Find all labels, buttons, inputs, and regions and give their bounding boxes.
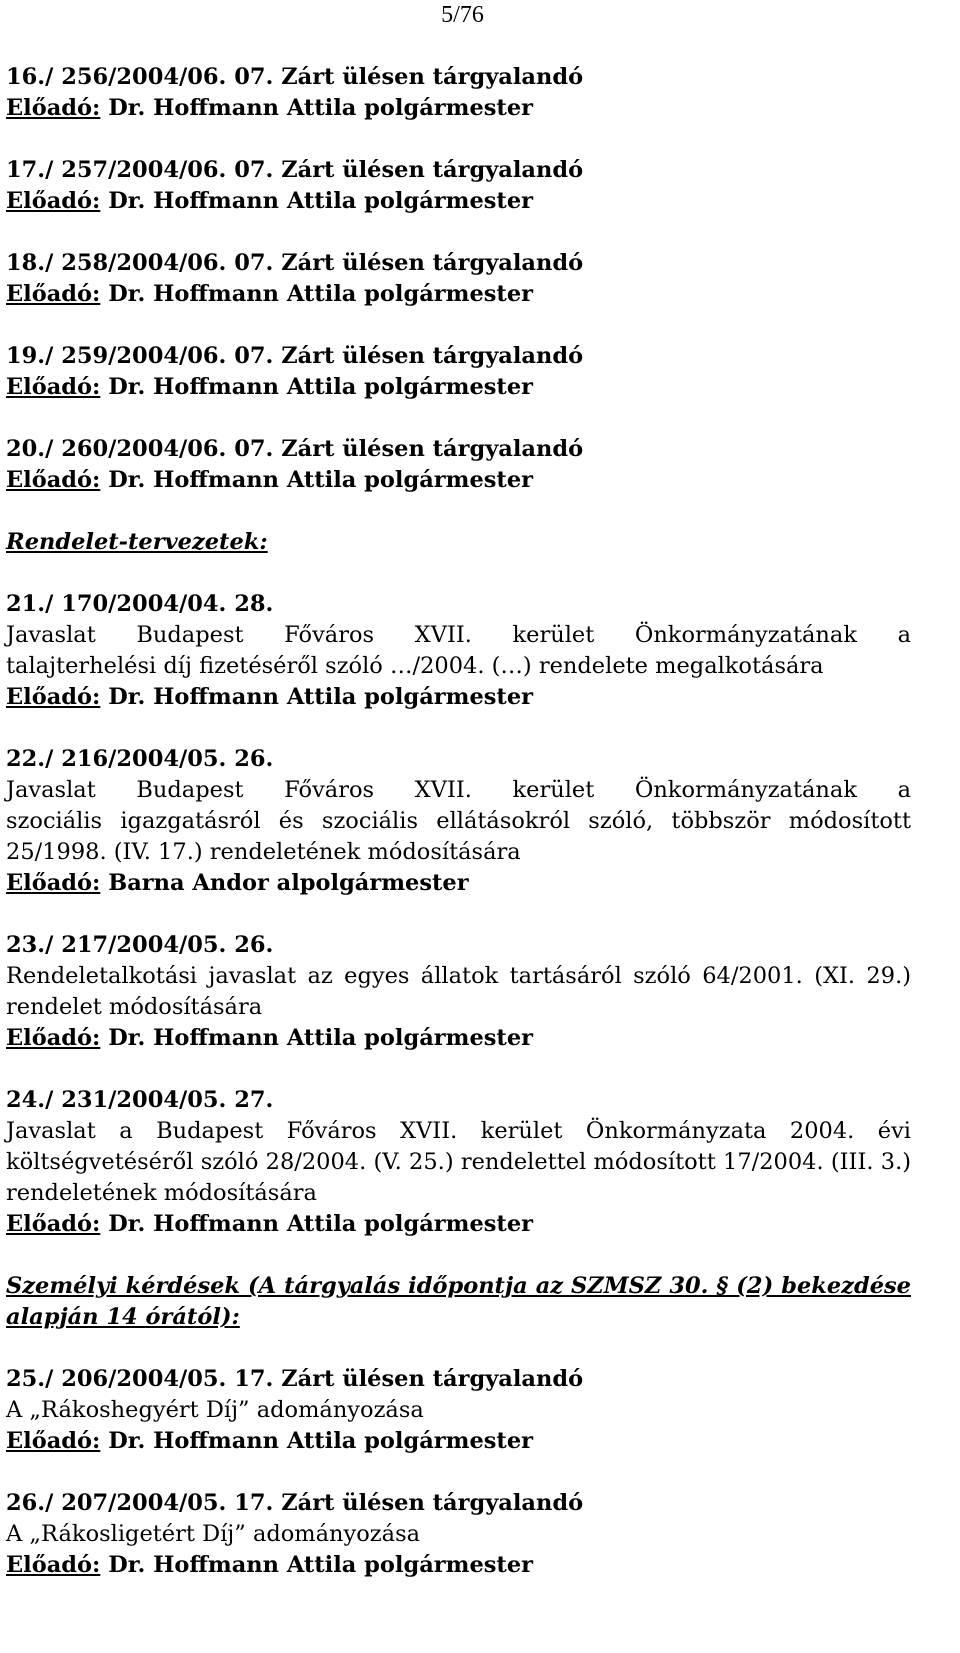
- presenter-name: Dr. Hoffmann Attila polgármester: [108, 467, 533, 493]
- agenda-item-26: [6, 1488, 911, 1581]
- presenter-name: Dr. Hoffmann Attila polgármester: [108, 1211, 533, 1237]
- presenter-name: Dr. Hoffmann Attila polgármester: [108, 1428, 533, 1454]
- presenter-line: [6, 372, 911, 403]
- agenda-item-note: Zárt ülésen tárgyalandó: [281, 343, 584, 369]
- document-page: [6, 0, 911, 1612]
- presenter-name: Dr. Hoffmann Attila polgármester: [108, 188, 533, 214]
- agenda-item-note: Zárt ülésen tárgyalandó: [281, 1366, 584, 1392]
- presenter-line: [6, 682, 911, 713]
- presenter-line: [6, 465, 911, 496]
- agenda-item-number: 18./ 258/2004/06. 07.: [6, 250, 274, 276]
- agenda-item-note: Zárt ülésen tárgyalandó: [281, 1490, 584, 1516]
- agenda-item-number: 25./ 206/2004/05. 17.: [6, 1366, 274, 1392]
- agenda-item-16: [6, 62, 911, 124]
- agenda-item-number: 22./ 216/2004/05. 26.: [6, 746, 274, 772]
- presenter-label: Előadó:: [6, 1428, 101, 1454]
- agenda-item-description: szociális igazgatásról és szociális ellátásokról szóló, többször módosított 25/1998. (IV. 17.) rendeletének módosítására: [6, 808, 911, 865]
- presenter-name: Dr. Hoffmann Attila polgármester: [108, 684, 533, 710]
- agenda-item-note: Zárt ülésen tárgyalandó: [281, 157, 584, 183]
- agenda-item-header: [6, 62, 911, 93]
- agenda-item-note: Zárt ülésen tárgyalandó: [281, 436, 584, 462]
- presenter-line: [6, 93, 911, 124]
- presenter-line: [6, 279, 911, 310]
- section-heading-personal: Személyi kérdések (A tárgyalás időpontja az SZMSZ 30. § (2) bekezdése alapján 14 órától):: [6, 1273, 911, 1330]
- agenda-item-description: A „Rákosligetért Díj” adományozása: [6, 1521, 421, 1547]
- agenda-item-number: 17./ 257/2004/06. 07.: [6, 157, 274, 183]
- presenter-label: Előadó:: [6, 1211, 101, 1237]
- agenda-item-description: A „Rákoshegyért Díj” adományozása: [6, 1397, 424, 1423]
- agenda-item-24: [6, 1085, 911, 1240]
- presenter-name: Dr. Hoffmann Attila polgármester: [108, 374, 533, 400]
- agenda-item-number: 26./ 207/2004/05. 17.: [6, 1490, 274, 1516]
- agenda-item-17: [6, 155, 911, 217]
- agenda-item-header: [6, 155, 911, 186]
- presenter-label: Előadó:: [6, 1552, 101, 1578]
- agenda-item-header: [6, 1364, 911, 1395]
- agenda-item-note: Zárt ülésen tárgyalandó: [281, 250, 584, 276]
- agenda-item-description-line: talajterhelési díj fizetéséről szóló …/2004. (…) rendelete megalkotására: [6, 653, 824, 679]
- agenda-item-number: 19./ 259/2004/06. 07.: [6, 343, 274, 369]
- agenda-item-number: 16./ 256/2004/06. 07.: [6, 64, 274, 90]
- presenter-label: Előadó:: [6, 374, 101, 400]
- presenter-label: Előadó:: [6, 1025, 101, 1051]
- presenter-line: [6, 1209, 911, 1240]
- presenter-line: [6, 1023, 911, 1054]
- agenda-item-number: 21./ 170/2004/04. 28.: [6, 591, 274, 617]
- agenda-item-number: 24./ 231/2004/05. 27.: [6, 1087, 274, 1113]
- agenda-item-header: [6, 434, 911, 465]
- agenda-item-description: Rendeletalkotási javaslat az egyes állatok tartásáról szóló 64/2001. (XI. 29.) rendelet módosítására: [6, 963, 911, 1020]
- agenda-item-number: 20./ 260/2004/06. 07.: [6, 436, 274, 462]
- presenter-label: Előadó:: [6, 281, 101, 307]
- presenter-name: Dr. Hoffmann Attila polgármester: [108, 1552, 533, 1578]
- presenter-line: [6, 1550, 911, 1581]
- presenter-name: Dr. Hoffmann Attila polgármester: [108, 95, 533, 121]
- agenda-item-20: [6, 434, 911, 496]
- agenda-item-header: [6, 341, 911, 372]
- presenter-line: [6, 1426, 911, 1457]
- presenter-name: Dr. Hoffmann Attila polgármester: [108, 1025, 533, 1051]
- presenter-name: Barna Andor alpolgármester: [108, 870, 469, 896]
- agenda-item-25: [6, 1364, 911, 1457]
- agenda-item-description: Javaslat a Budapest Főváros XVII. kerület Önkormányzata 2004. évi költségvetéséről szóló 28/2004. (V. 25.) rendelettel módosított 17/2004. (III. 3.) rendeletének módosítására: [6, 1118, 911, 1206]
- presenter-line: [6, 186, 911, 217]
- presenter-label: Előadó:: [6, 870, 101, 896]
- agenda-item-23: [6, 930, 911, 1054]
- agenda-item-22: [6, 744, 911, 899]
- agenda-item-19: [6, 341, 911, 403]
- section-heading-rendelet: Rendelet-tervezetek:: [6, 529, 268, 555]
- page-number: 5/76: [441, 2, 484, 28]
- agenda-item-header: [6, 248, 911, 279]
- presenter-name: Dr. Hoffmann Attila polgármester: [108, 281, 533, 307]
- agenda-item-21: [6, 589, 911, 713]
- presenter-label: Előadó:: [6, 188, 101, 214]
- presenter-label: Előadó:: [6, 467, 101, 493]
- presenter-label: Előadó:: [6, 95, 101, 121]
- agenda-item-description-line: Javaslat Budapest Főváros XVII. kerület Önkormányzatának a: [6, 622, 911, 648]
- agenda-item-note: Zárt ülésen tárgyalandó: [281, 64, 584, 90]
- presenter-label: Előadó:: [6, 684, 101, 710]
- agenda-item-number: 23./ 217/2004/05. 26.: [6, 932, 274, 958]
- agenda-item-18: [6, 248, 911, 310]
- presenter-line: [6, 868, 911, 899]
- agenda-item-description-line: Javaslat Budapest Főváros XVII. kerület Önkormányzatának a: [6, 777, 911, 803]
- agenda-item-header: [6, 1488, 911, 1519]
